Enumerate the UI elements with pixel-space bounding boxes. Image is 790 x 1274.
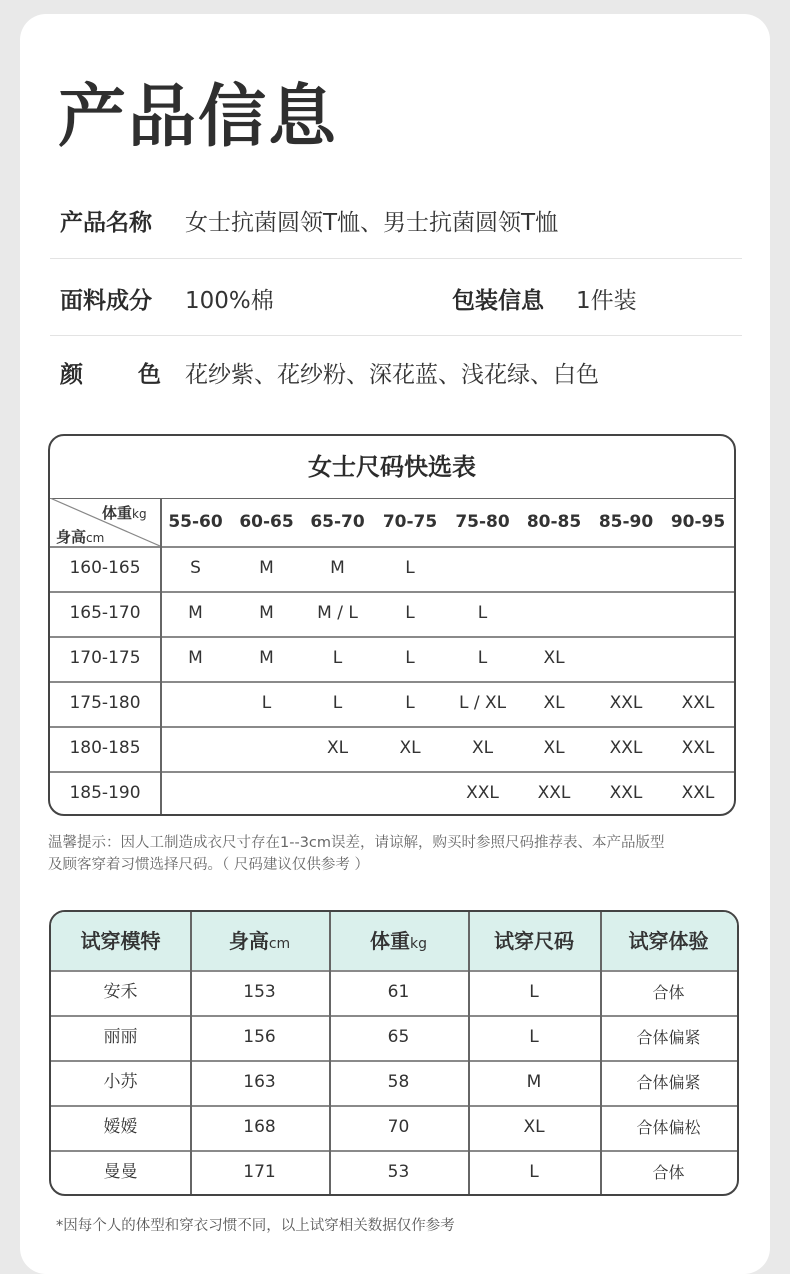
size-cell: M xyxy=(330,558,345,578)
size-cell xyxy=(231,771,302,816)
weight-range-header: 80-85 xyxy=(526,512,582,532)
model-table-cell: 嫒嫒 xyxy=(103,1117,138,1137)
product-name-value: 女士抗菌圆领T恤、男士抗菌圆领T恤 xyxy=(185,210,559,236)
model-table-cell: 65 xyxy=(387,1027,410,1047)
size-cell: L xyxy=(405,693,415,713)
weight-range-header: 90-95 xyxy=(670,512,726,532)
weight-range-header: 65-70 xyxy=(310,512,365,532)
product-name-row xyxy=(60,208,558,238)
size-note-line: 温馨提示：因人工制造成衣尺寸存在1--3cm误差，请谅解，购买时参照尺码推荐表、本产品版型 xyxy=(48,835,665,851)
model-table-cell: 合体偏松 xyxy=(636,1118,701,1137)
model-table-cell: 171 xyxy=(243,1162,276,1182)
size-cell: L xyxy=(405,603,415,623)
size-cell: XL xyxy=(326,738,349,758)
weight-range-header: 85-90 xyxy=(598,512,654,532)
size-cell: L xyxy=(332,648,343,668)
model-table-cell: 曼曼 xyxy=(103,1162,138,1182)
model-table-cell: 合体 xyxy=(652,1163,685,1182)
size-cell: XL xyxy=(543,693,565,713)
fabric-label: 面料成分 xyxy=(60,288,152,314)
color-label-char-2: 色 xyxy=(138,362,161,388)
model-table-cell: 合体偏紧 xyxy=(636,1073,701,1092)
size-cell: L xyxy=(332,693,343,713)
model-table-cell: 安禾 xyxy=(103,982,138,1002)
model-table-header: 身高cm xyxy=(228,929,291,953)
size-cell xyxy=(590,591,662,636)
size-cell: S xyxy=(190,558,201,578)
size-cell: XL xyxy=(471,738,494,758)
size-cell: L xyxy=(405,648,415,668)
size-cell: XXL xyxy=(609,783,643,803)
size-cell: L xyxy=(477,648,488,668)
size-cell: XXL xyxy=(681,738,715,758)
size-note-line: 及顾客穿着习惯选择尺码。（ 尺码建议仅供参考 ） xyxy=(48,857,369,873)
size-cell: M xyxy=(259,603,274,623)
model-table-cell: 153 xyxy=(243,982,276,1002)
height-range-cell: 165-170 xyxy=(69,603,141,623)
model-table-cell: 58 xyxy=(387,1072,410,1092)
model-table-cell: 70 xyxy=(387,1117,410,1137)
fabric-value: 100%棉 xyxy=(185,288,274,314)
size-cell: XXL xyxy=(681,783,715,803)
size-cell xyxy=(302,771,373,816)
weight-range-header: 70-75 xyxy=(382,512,438,532)
size-cell: XXL xyxy=(466,783,499,803)
size-cell: L xyxy=(405,558,415,578)
model-table-cell: 合体偏紧 xyxy=(636,1028,701,1047)
size-cell xyxy=(231,726,302,771)
model-table-cell: L xyxy=(529,1162,539,1182)
divider xyxy=(50,335,742,336)
size-cell xyxy=(662,546,734,591)
size-cell: XL xyxy=(543,738,565,758)
size-cell: XL xyxy=(543,648,565,668)
page-title: 产品信息 xyxy=(58,78,339,157)
size-cell xyxy=(160,771,231,816)
size-cell: M xyxy=(188,603,203,623)
weight-range-header: 75-80 xyxy=(455,512,510,532)
model-table-cell: M xyxy=(526,1072,542,1092)
size-cell xyxy=(160,726,231,771)
product-name-label: 产品名称 xyxy=(60,210,152,236)
model-table-header: 试穿尺码 xyxy=(494,929,574,953)
size-note xyxy=(48,832,748,876)
size-cell xyxy=(662,591,734,636)
weight-range-header: 60-65 xyxy=(239,512,294,532)
height-axis-label: 身高cm xyxy=(56,528,105,546)
size-cell: L xyxy=(261,693,272,713)
height-range-cell: 185-190 xyxy=(69,783,141,803)
color-row xyxy=(60,360,599,390)
model-table-cell: 61 xyxy=(387,982,410,1002)
color-value: 花纱紫、花纱粉、深花蓝、浅花绿、白色 xyxy=(185,362,599,388)
size-cell: L / XL xyxy=(458,693,507,713)
model-table-cell: 53 xyxy=(387,1162,410,1182)
model-table-header: 试穿体验 xyxy=(628,929,709,953)
model-table-cell: L xyxy=(529,1027,539,1047)
height-range-cell: 180-185 xyxy=(69,738,141,758)
size-cell: XXL xyxy=(537,783,571,803)
package-value: 1件装 xyxy=(576,288,637,314)
size-cell xyxy=(160,681,231,726)
size-cell: L xyxy=(477,603,488,623)
weight-axis-label: 体重kg xyxy=(102,504,147,522)
size-cell xyxy=(662,636,734,681)
size-cell: XXL xyxy=(681,693,715,713)
size-cell: XXL xyxy=(609,738,643,758)
model-table-cell: 156 xyxy=(243,1027,276,1047)
footnote: *因每个人的体型和穿衣习惯不同，以上试穿相关数据仅作参考 xyxy=(56,1218,455,1234)
size-cell xyxy=(590,636,662,681)
size-cell xyxy=(447,546,518,591)
model-table-cell: 合体 xyxy=(652,983,685,1002)
size-cell: M xyxy=(259,648,274,668)
size-cell: XXL xyxy=(609,693,643,713)
size-cell xyxy=(373,771,447,816)
size-cell: XL xyxy=(399,738,421,758)
model-table-header: 体重kg xyxy=(370,929,427,953)
size-cell: M xyxy=(188,648,203,668)
model-table-header: 试穿模特 xyxy=(80,929,161,953)
size-cell xyxy=(518,591,590,636)
model-fit-table xyxy=(49,910,739,1196)
package-label: 包装信息 xyxy=(452,288,544,314)
size-cell xyxy=(590,546,662,591)
weight-range-header: 55-60 xyxy=(168,512,223,532)
height-range-cell: 170-175 xyxy=(69,648,141,668)
size-cell: M xyxy=(259,558,274,578)
color-label-char-1: 颜 xyxy=(60,362,83,388)
size-cell xyxy=(518,546,590,591)
height-range-cell: 160-165 xyxy=(69,558,141,578)
height-range-cell: 175-180 xyxy=(69,693,141,713)
model-table-cell: XL xyxy=(523,1117,545,1137)
model-table-cell: 丽丽 xyxy=(103,1027,138,1047)
model-table-cell: 168 xyxy=(243,1117,276,1137)
size-cell: M / L xyxy=(317,603,358,623)
model-table-cell: L xyxy=(529,982,539,1002)
fabric-row xyxy=(60,286,637,316)
size-chart-title: 女士尺码快选表 xyxy=(50,436,734,499)
model-table-cell: 小苏 xyxy=(103,1072,138,1092)
model-table-cell: 163 xyxy=(243,1072,276,1092)
size-chart-table xyxy=(48,434,736,816)
divider xyxy=(50,258,742,259)
